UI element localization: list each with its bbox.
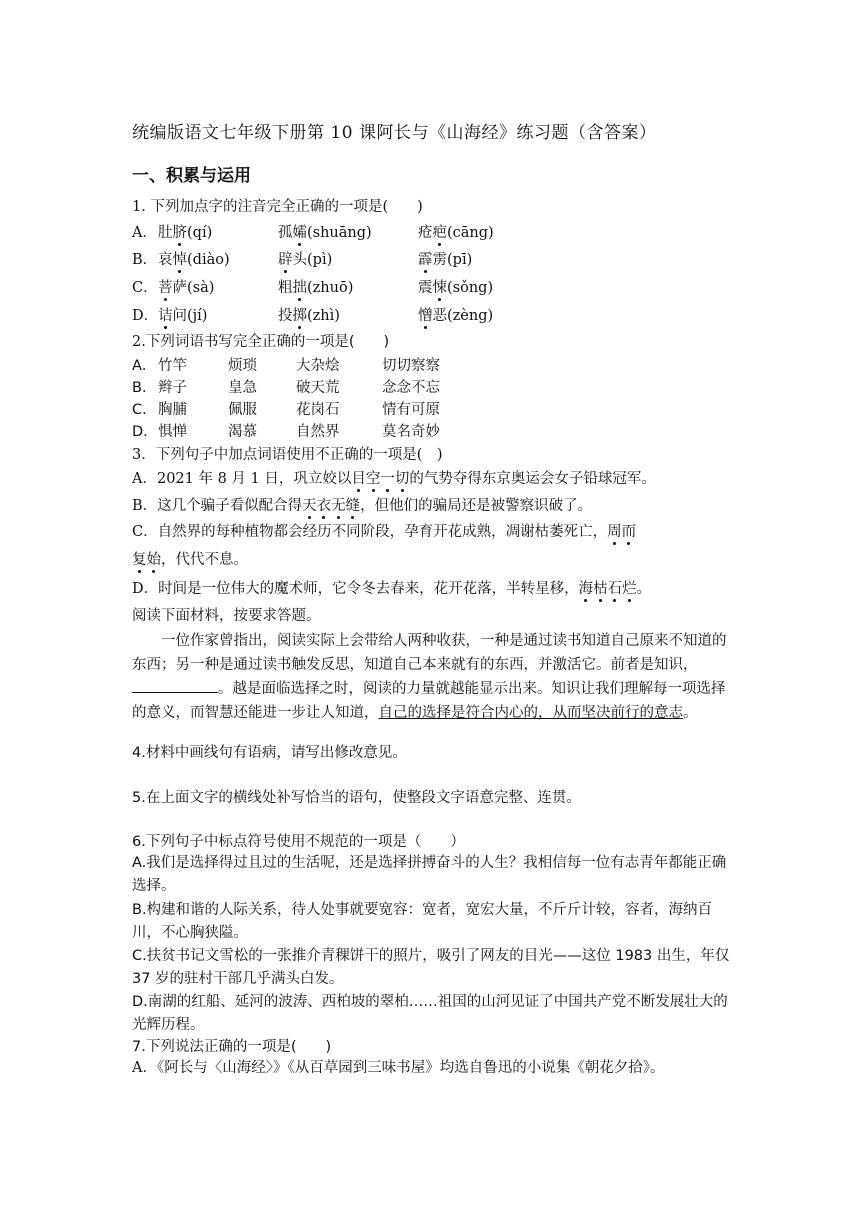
q1-option-item: 粗拙(zhuō): [278, 276, 353, 297]
q3-c-text: C．自然界的每种植物都会经历不同阶段，孕育开花成熟，凋谢枯萎死亡，: [132, 524, 608, 540]
q3-a-text-end: 的气势夺得东京奥运会女子铅球冠军。: [409, 471, 656, 487]
q6-option-d: D.南湖的红船、延河的波涛、西柏坡的翠柏……祖国的山河见证了中国共产党不断发展壮大的光辉历程。: [132, 994, 728, 1033]
q1-option-item: 投掷(zhì): [278, 304, 340, 325]
q7-stem-paren: ( ): [290, 1039, 332, 1055]
emphasis-char: 疤: [433, 221, 448, 242]
reading-intro: 阅读下面材料，按要求答题。: [132, 608, 321, 624]
q1-option-label: A．: [132, 225, 157, 241]
q3-c-term-part2: [132, 552, 161, 568]
emphasis-char: 悚: [433, 276, 448, 297]
q2-option-word: 皇急: [228, 380, 257, 396]
q2-stem-paren: ( ): [348, 334, 390, 350]
q2-option-word: 自然界: [296, 424, 340, 440]
emphasis-char: 辟: [278, 248, 293, 269]
q7-stem: [132, 1035, 331, 1056]
q3-b-text: B．这几个骗子看似配合得: [132, 498, 303, 514]
q3-option-c-line2: [132, 548, 248, 569]
q2-option-word: 念念不忘: [382, 380, 440, 396]
q2-option-label: D．: [132, 424, 158, 440]
q2-option-word: 大杂烩: [296, 358, 340, 374]
q3-stem: 3．下列句子中加点词语使用不正确的一项是( ): [132, 447, 443, 463]
passage-text-1: 一位作家曾指出，阅读实际上会带给人两种收获，一种是通过读书知道自己原来不知道的东西；另一种是通过读书触发反思，知道自己本来就有的东西，并激活它。前者是知识，: [132, 633, 727, 673]
emphasis-char: 诘: [158, 304, 173, 325]
q7-option-a: A．《阿长与〈山海经〉》《从百草园到三味书屋》均选自鲁迅的小说集《朝花夕拾》。: [132, 1060, 665, 1076]
q2-option-word: 惧惮: [158, 424, 187, 440]
q3-d-text: D．时间是一位伟大的魔术师，它令冬去春来，花开花落，半转星移，: [132, 581, 579, 597]
q6-option-c: C.扶贫书记文雪松的一张推介青稞饼干的照片，吸引了网友的目光——这位 1983 出生，年仅 37 岁的驻村干部几乎满头白发。: [132, 948, 730, 987]
q2-option-label: C．: [132, 402, 157, 418]
q1-option-item: 霹雳(pī): [418, 248, 472, 269]
q6-option-b: B.构建和谐的人际关系，待人处事就要宽容：宽者，宽宏大量，不斤斤计较，容者，海纳百川，不心胸狭隘。: [132, 902, 713, 941]
q2-option-label: B．: [132, 380, 157, 396]
passage-text-end: 。: [683, 705, 698, 721]
q2-option-word: 情有可原: [382, 402, 440, 418]
q1-stem: 1. 下列加点字的注音完全正确的一项是( ): [132, 199, 423, 215]
q2-option-label: A．: [132, 358, 157, 374]
q5-stem: 5.在上面文字的横线处补写恰当的语句，使整段文字语意完整、连贯。: [132, 790, 581, 806]
passage-text-2: 。越是面临选择之时，阅读的力量就越能显示出来。知识让我们理解每一项选择的意义，而智慧还能进一步让人知道，: [132, 681, 726, 721]
q3-option-c-line1: [132, 520, 636, 541]
emphasis-char: 目: [351, 467, 366, 488]
emphasis-char: 复: [132, 548, 147, 569]
q3-option-d: [132, 577, 651, 598]
q3-c-text-end: ，代代不息。: [161, 552, 248, 568]
emphasis-char: 拙: [293, 276, 308, 297]
q1-option-item: 辟头(pì): [278, 248, 332, 269]
emphasis-char: 霹: [418, 248, 433, 269]
emphasis-char: 菩: [158, 276, 173, 297]
q2-option-word: 佩服: [228, 402, 257, 418]
q1-option-label: C．: [132, 280, 158, 296]
reading-passage: [132, 629, 732, 725]
q2-stem-text: 2.下列词语书写完全正确的一项是: [132, 334, 349, 350]
emphasis-char: 悼: [173, 248, 188, 269]
q2-option-word: 渴慕: [228, 424, 257, 440]
emphasis-char: 掷: [293, 304, 308, 325]
emphasis-char: 石: [608, 577, 623, 598]
q3-option-b: [132, 494, 592, 515]
emphasis-char: 周: [607, 520, 622, 541]
q7-stem-text: 7.下列说法正确的一项是: [132, 1039, 291, 1055]
q3-b-term: [302, 498, 360, 514]
emphasis-char: 始: [147, 548, 162, 569]
emphasis-char: 烂: [622, 577, 637, 598]
fill-in-blank: [132, 678, 218, 693]
q2-option-word: 切切察察: [382, 358, 440, 374]
q3-option-a: [132, 467, 656, 488]
q3-a-text: A．2021 年 8 月 1 日，巩立姣以: [132, 471, 352, 487]
q2-option-word: 辫子: [158, 380, 187, 396]
q2-option-word: 莫名奇妙: [382, 424, 440, 440]
q3-d-text-end: 。: [636, 581, 652, 597]
q1-option-item: 诘问(jí): [158, 304, 207, 325]
emphasis-char: 衣: [317, 494, 332, 515]
emphasis-char: 天: [302, 494, 317, 515]
emphasis-char: 无: [331, 494, 346, 515]
emphasis-char: 一: [380, 467, 395, 488]
q1-option-item: 菩萨(sà): [158, 276, 214, 297]
emphasis-char: 憎: [418, 304, 433, 325]
q6-stem: 6.下列句子中标点符号使用不规范的一项是（ ）: [132, 834, 465, 850]
q2-option-word: 竹竿: [158, 358, 187, 374]
q1-option-item: 哀悼(diào): [158, 248, 230, 269]
q4-stem: 4.材料中画线句有语病，请写出修改意见。: [132, 745, 407, 761]
q1-option-label: D．: [132, 308, 159, 324]
q2-option-word: 胸脯: [158, 402, 187, 418]
q1-option-item: 疮疤(cāng): [418, 221, 494, 242]
q1-option-item: 震悚(sǒng): [418, 276, 493, 297]
emphasis-char: 切: [395, 467, 410, 488]
q2-option-word: 烦琐: [228, 358, 257, 374]
q1-option-label: B．: [132, 252, 158, 268]
emphasis-char: 孀: [293, 221, 308, 242]
section-heading: 一、积累与运用: [132, 166, 251, 186]
q3-c-term-part1: [607, 524, 636, 540]
q3-d-term: [579, 581, 637, 597]
document-title: 统编版语文七年级下册第 10 课阿长与《山海经》练习题（含答案）: [132, 123, 657, 143]
q1-option-item: 憎恶(zèng): [418, 304, 493, 325]
emphasis-char: 缝: [346, 494, 361, 515]
emphasis-char: 空: [366, 467, 381, 488]
q2-option-word: 花岗石: [296, 402, 340, 418]
q6-option-a: A.我们是选择得过且过的生活呢，还是选择拼搏奋斗的人生？我相信每一位有志青年都能正确选择。: [132, 855, 727, 894]
emphasis-char: 海: [579, 577, 594, 598]
underlined-sentence: 自己的选择是符合内心的，从而坚决前行的意志: [378, 705, 683, 721]
emphasis-char: 枯: [593, 577, 608, 598]
q1-option-item: 肚脐(qí): [158, 221, 212, 242]
q3-a-term: [351, 471, 409, 487]
q2-option-word: 破天荒: [296, 380, 340, 396]
q3-b-text-end: ，但他们的骗局还是被警察识破了。: [360, 498, 593, 514]
q2-stem: [132, 330, 389, 351]
q1-option-item: 孤孀(shuāng): [278, 221, 372, 242]
emphasis-char: 脐: [173, 221, 188, 242]
emphasis-char: 而: [622, 520, 637, 541]
